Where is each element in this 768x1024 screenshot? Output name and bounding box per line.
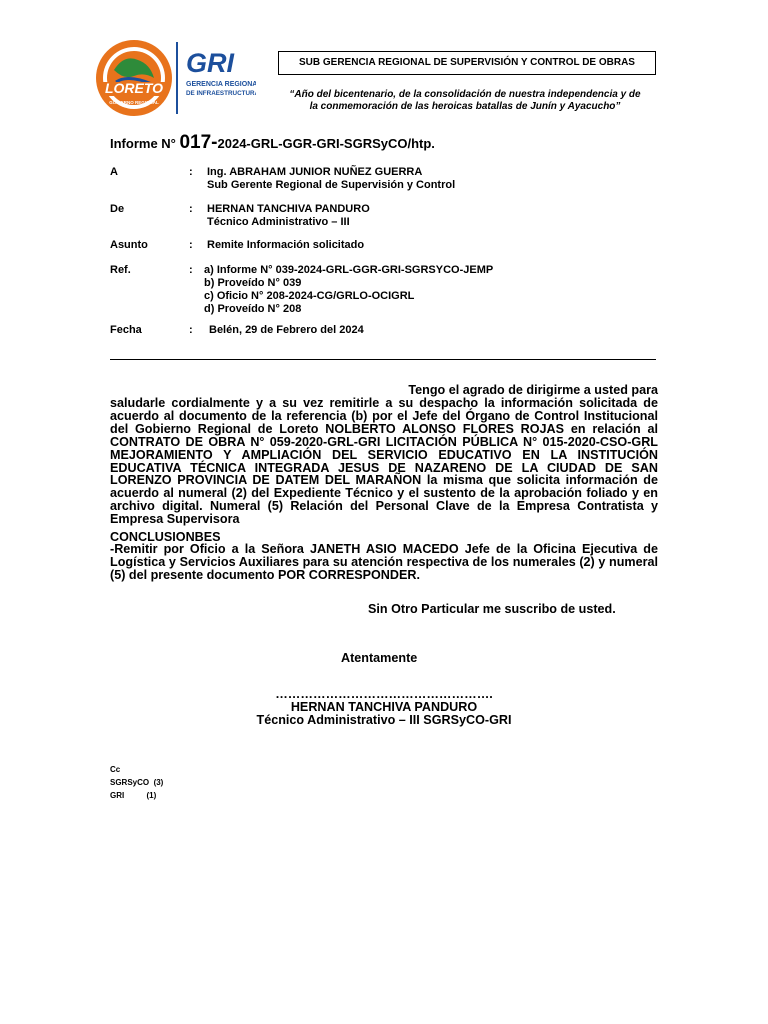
loreto-logo-icon bbox=[94, 38, 256, 118]
motto-line-2: la conmemoración de las heroicas batallas de Junín y Ayacucho” bbox=[309, 101, 621, 112]
copy-list bbox=[110, 763, 163, 802]
institution-logo bbox=[94, 38, 256, 118]
signature-title: Técnico Administrativo – III SGRSyCO-GRI bbox=[256, 713, 512, 727]
field-ref-colon: : bbox=[189, 264, 193, 276]
reference-item: b) Proveído N° 039 bbox=[204, 277, 302, 289]
conclusions-title: CONCLUSIONBES bbox=[110, 530, 221, 544]
signature-name: HERNAN TANCHIVA PANDURO bbox=[290, 700, 478, 714]
signature-dots: ……………………………………………. bbox=[275, 687, 493, 701]
closing-line: Sin Otro Particular me suscribo de usted. bbox=[368, 602, 616, 616]
field-a-label: A bbox=[110, 166, 118, 178]
reference-item: c) Oficio N° 208-2024-CG/GRLO-OCIGRL bbox=[204, 290, 415, 302]
svg-text:GRI: GRI bbox=[186, 48, 235, 78]
report-number: 017- bbox=[179, 132, 218, 153]
report-prefix: Informe N° bbox=[110, 136, 180, 151]
reference-item: a) Informe N° 039-2024-GRL-GGR-GRI-SGRSYCO-JEMP bbox=[204, 264, 494, 276]
subject-value: Remite Información solicitado bbox=[207, 239, 365, 251]
body-paragraph: saludarle cordialmente y a su vez remitirle a su despacho la información solicitada de acuerdo al documento de la referencia (b) por el Jefe del Órgano de Control Institucional del Gobierno Regional de Loreto NOLBERTO ALONSO FLORES ROJAS en relación al CONTRATO DE OBRA N° 059-2020-GRL-GRI LICITACIÓN PÚBLICA N° 015-2020-CSO-GRL MEJORAMIENTO Y AMPLIACIÓN DEL SERVICIO EDUCATIVO EN LA INSTITUCIÓN EDUCATIVA TÉCNICA INTEGRADA JESUS DE NAZARENO DE LA CIUDAD DE SAN LORENZO PROVINCIA DE DATEM DEL MARAÑON la misma que solicita información de acuerdo al numeral (2) del Expediente Técnico y el sustento de la aprobación foliado y en archivo digital. Numeral (5) Relación del Personal Clave de la Empresa Contratista y Empresa Supervisora bbox=[110, 396, 658, 527]
report-code: 2024-GRL-GGR-GRI-SGRSyCO/htp. bbox=[217, 136, 435, 151]
conclusions-text: -Remitir por Oficio a la Señora JANETH ASIO MACEDO Jefe de la Oficina Ejecutiva de Logística y Servicios Auxiliares para su atención respectiva de los numerales (2) y numeral (5) del presente documento POR CORRESPONDER. bbox=[110, 542, 658, 582]
field-a-value bbox=[207, 166, 455, 192]
field-asunto-colon: : bbox=[189, 239, 193, 251]
department-header: SUB GERENCIA REGIONAL DE SUPERVISIÓN Y CONTROL DE OBRAS bbox=[278, 51, 656, 75]
date-value: Belén, 29 de Febrero del 2024 bbox=[209, 324, 364, 336]
field-asunto-label: Asunto bbox=[110, 239, 148, 251]
reference-list bbox=[204, 264, 493, 316]
svg-text:DE INFRAESTRUCTURA: DE INFRAESTRUCTURA bbox=[186, 90, 256, 97]
svg-text:LORETO: LORETO bbox=[104, 80, 164, 96]
field-de-colon: : bbox=[189, 203, 193, 215]
year-motto bbox=[270, 89, 660, 113]
field-fecha-label: Fecha bbox=[110, 324, 142, 336]
svg-text:GERENCIA REGIONAL: GERENCIA REGIONAL bbox=[186, 81, 256, 88]
report-title bbox=[110, 132, 435, 154]
separator-line bbox=[110, 359, 656, 360]
opening-line: Tengo el agrado de dirigirme a usted para bbox=[408, 383, 658, 397]
sender-title: Técnico Administrativo – III bbox=[207, 216, 350, 228]
field-de-value bbox=[207, 203, 370, 229]
field-de-label: De bbox=[110, 203, 125, 215]
recipient-name: Ing. ABRAHAM JUNIOR NUÑEZ GUERRA bbox=[207, 166, 423, 178]
field-ref-label: Ref. bbox=[110, 264, 131, 276]
svg-text:GOBIERNO REGIONAL: GOBIERNO REGIONAL bbox=[109, 100, 159, 105]
motto-line-1: “Año del bicentenario, de la consolidación de nuestra independencia y de bbox=[289, 89, 641, 100]
cc-item: GRI (1) bbox=[110, 791, 157, 800]
field-fecha-colon: : bbox=[189, 324, 193, 336]
recipient-title: Sub Gerente Regional de Supervisión y Control bbox=[207, 179, 456, 191]
cc-label: Cc bbox=[110, 765, 121, 774]
field-a-colon: : bbox=[189, 166, 193, 178]
farewell: Atentamente bbox=[341, 651, 418, 665]
cc-item: SGRSyCO (3) bbox=[110, 778, 164, 787]
signature-block bbox=[110, 688, 658, 727]
reference-item: d) Proveído N° 208 bbox=[204, 303, 302, 315]
sender-name: HERNAN TANCHIVA PANDURO bbox=[207, 203, 370, 215]
